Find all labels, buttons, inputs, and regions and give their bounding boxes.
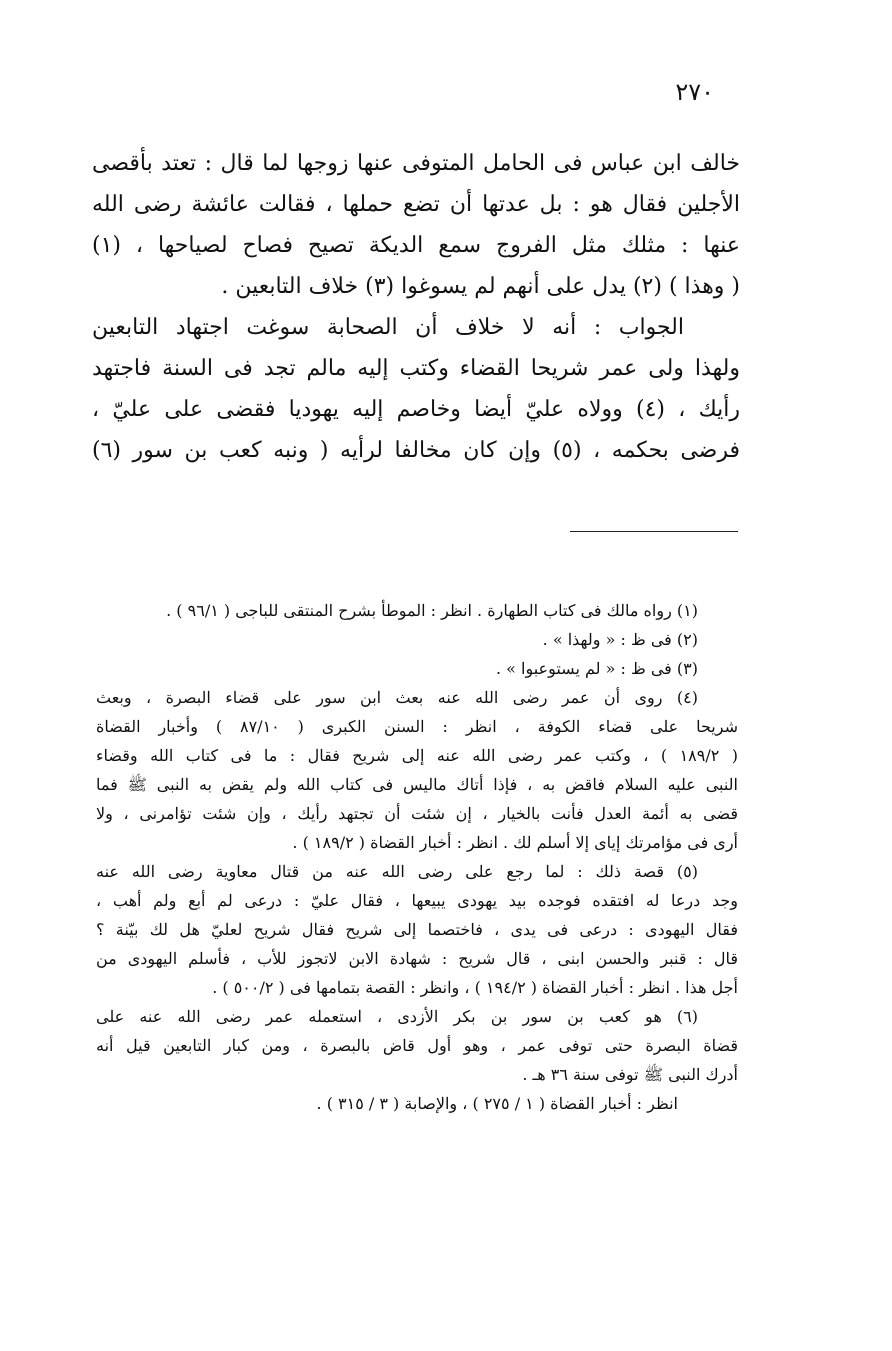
footnote-line: (٢) فى ظ : « ولهذا » . [542,630,698,649]
footnote-line: فقال اليهودى : درعى فى يدى ، فاختصما إلى شريح فقال شريح لعليّ هل لك بيّنة ؟ [96,920,738,939]
footnote-line: أدرك النبى ﷺ توفى سنة ٣٦ هـ . [522,1065,738,1084]
footnotes [96,596,738,1118]
footnote-line: أرى فى مؤامرتك إياى إلا أسلم لك . انظر : أخبار القضاة ( ١٨٩/٢ ) . [292,833,738,852]
body-line: ( وهذا ) (٢) يدل على أنهم لم يسوغوا (٣) خلاف التابعين . [221,274,740,299]
body-line: رأيك ، (٤) وولاه عليّ أيضا وخاصم إليه يهوديا فقضى على عليّ ، [92,397,740,422]
body-line: خالف ابن عباس فى الحامل المتوفى عنها زوجها لما قال : تعتد بأقصى [92,151,740,176]
footnote-line: شريحا على قضاء الكوفة ، انظر : السنن الكبرى ( ٨٧/١٠ ) وأخبار القضاة [96,717,738,736]
body-line: عنها : مثلك مثل الفروج سمع الديكة تصيح فصاح لصياحها ، (١) [92,233,740,258]
footnote-line: قضاة البصرة حتى توفى عمر ، وهو أول قاض بالبصرة ، ومن كبار التابعين قيل أنه [96,1036,738,1055]
footnote-line: (١) رواه مالك فى كتاب الطهارة . انظر : الموطأ بشرح المنتقى للباجى ( ٩٦/١ ) . [166,601,698,620]
body-line: الأجلين فقال هو : بل عدتها أن تضع حملها ، فقالت عائشة رضى الله [92,192,740,217]
footnote-line: انظر : أخبار القضاة ( ١ / ٢٧٥ ) ، والإصابة ( ٣ / ٣١٥ ) . [316,1094,678,1113]
footnote-line: (٦) هو كعب بن سور بن بكر الأزدى ، استعمله عمر رضى الله عنه على [96,1007,698,1026]
footnote-line: قال : قنبر والحسن ابنى ، قال شريح : شهادة الابن لاتجوز للأب ، فأسلم اليهودى من [96,949,738,968]
body-line: فرضى بحكمه ، (٥) وإن كان مخالفا لرأيه ( ونبه كعب بن سور (٦) [92,438,740,463]
footnote-line: النبى عليه السلام فاقض به ، فإذا أتاك ماليس فى كتاب الله ولم يقض به النبى ﷺ فما [96,775,739,794]
main-text [92,143,740,471]
footnote-line: (٤) روى أن عمر رضى الله عنه بعث ابن سور على قضاء البصرة ، وبعث [96,688,698,707]
footnote-line: أجل هذا . انظر : أخبار القضاة ( ١٩٤/٢ ) ، وانظر : القصة بتمامها فى ( ٥٠٠/٢ ) . [212,978,738,997]
footnote-separator [570,531,738,532]
footnote-line: ( ١٨٩/٢ ) ، وكتب عمر رضى الله عنه إلى شريح فقال : ما فى كتاب الله وقضاء [96,746,739,765]
footnote-line: وجد درعا له افتقده فوجده بيد يهودى يبيعها ، فقال عليّ : درعى لم أبع ولم أهب ، [96,891,738,910]
footnote-line: قضى به أئمة العدل فأنت بالخيار ، إن شئت أن تجتهد رأيك ، وإن شئت تؤامرنى ، ولا [96,804,738,823]
footnote-line: (٣) فى ظ : « لم يستوعبوا » . [495,659,698,678]
footnote-line: (٥) قصة ذلك : لما رجع على رضى الله عنه من قتال معاوية رضى الله عنه [96,862,699,881]
body-line: ولهذا ولى عمر شريحا القضاء وكتب إليه مالم تجد فى السنة فاجتهد [92,356,740,381]
body-line: الجواب : أنه لا خلاف أن الصحابة سوغت اجتهاد التابعين [92,315,684,340]
page-number: ٢٧٠ [675,78,714,106]
